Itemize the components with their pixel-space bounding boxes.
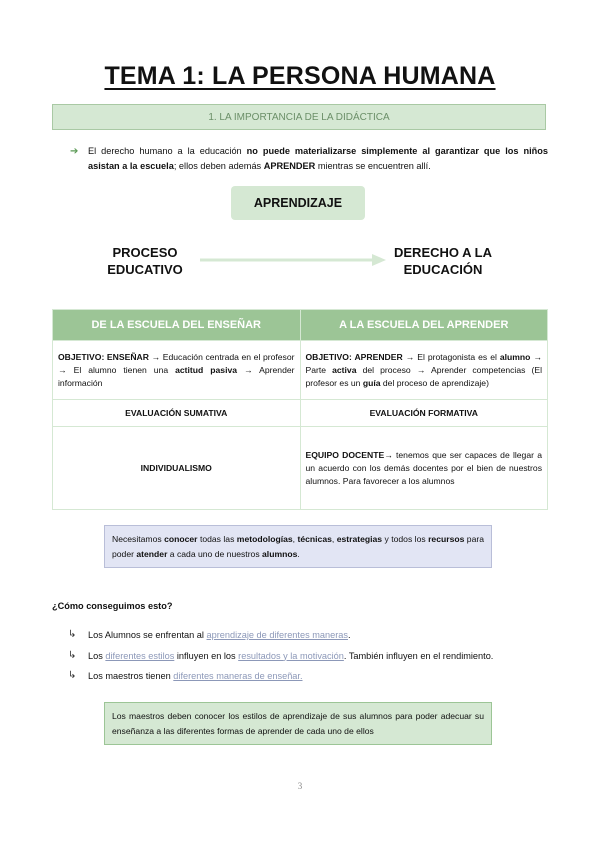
how-list bbox=[68, 627, 548, 689]
note-box-green: Los maestros deben conocer los estilos de aprendizaje de sus alumnos para poder adecuar su enseñanza a las diferentes formas de aprender de cada uno de ellos bbox=[104, 702, 492, 745]
note-box-blue: Necesitamos conocer todas las metodologías, técnicas, estrategias y todos los recursos para poder atender a cada uno de nuestros alumnos. bbox=[104, 525, 492, 568]
table-cell-objetivo-ensenar: OBJETIVO: ENSEÑAR → Educación centrada en el profesor → El alumno tienen una actitud pasiva → Aprender información bbox=[53, 341, 301, 400]
return-arrow-icon: ↳ bbox=[68, 649, 77, 661]
intro-text: El derecho humano a la educación no puede materializarse simplemente al garantizar que los niños asistan a la escuela; ellos deben además APRENDER mientras se encuentren allí. bbox=[88, 146, 548, 171]
table-cell-individualismo: INDIVIDUALISMO bbox=[53, 427, 301, 510]
question-heading: ¿Cómo conseguimos esto? bbox=[52, 601, 173, 611]
comparison-table bbox=[52, 309, 548, 510]
table-cell-equipo-docente: EQUIPO DOCENTE→ tenemos que ser capaces de llegar a un acuerdo con los demás docentes por el bien de nuestros alumnos. Para favorecer a los alumnos bbox=[300, 427, 548, 510]
flow-arrow-icon bbox=[198, 252, 388, 268]
list-item: ↳ Los Alumnos se enfrentan al aprendizaje de diferentes maneras. bbox=[68, 627, 548, 648]
table-header-ensenar: DE LA ESCUELA DEL ENSEÑAR bbox=[53, 310, 301, 341]
link-resultados-motivacion[interactable]: resultados y la motivación bbox=[238, 650, 344, 661]
proceso-educativo-label: PROCESO EDUCATIVO bbox=[107, 245, 183, 277]
table-cell-objetivo-aprender: OBJETIVO: APRENDER → El protagonista es el alumno → Parte activa del proceso → Aprender competencias (El profesor es un guía del proceso de aprendizaje) bbox=[300, 341, 548, 400]
page-title: TEMA 1: LA PERSONA HUMANA bbox=[104, 62, 496, 90]
return-arrow-icon: ↳ bbox=[68, 629, 77, 640]
table-cell-evaluacion-sumativa: EVALUACIÓN SUMATIVA bbox=[53, 400, 301, 427]
list-item: ↳ Los maestros tienen diferentes maneras de enseñar. bbox=[68, 668, 548, 689]
table-header-aprender: A LA ESCUELA DEL APRENDER bbox=[300, 310, 548, 341]
section-heading: 1. LA IMPORTANCIA DE LA DIDÁCTICA bbox=[52, 104, 546, 130]
link-diferentes-estilos[interactable]: diferentes estilos bbox=[105, 650, 175, 661]
arrow-bullet-icon: ➔ bbox=[70, 146, 79, 157]
return-arrow-icon: ↳ bbox=[68, 670, 77, 681]
link-aprendizaje[interactable]: aprendizaje de diferentes maneras bbox=[206, 630, 348, 640]
derecho-educacion-label: DERECHO A LA EDUCACIÓN bbox=[394, 245, 492, 277]
page-number: 3 bbox=[297, 781, 303, 791]
list-item: ↳ Los diferentes estilos influyen en los resultados y la motivación. También influyen en el rendimiento. bbox=[68, 648, 548, 669]
table-cell-evaluacion-formativa: EVALUACIÓN FORMATIVA bbox=[300, 400, 548, 427]
intro-paragraph bbox=[70, 144, 548, 174]
link-maneras-ensenar[interactable]: diferentes maneras de enseñar. bbox=[173, 671, 303, 681]
aprendizaje-box: APRENDIZAJE bbox=[231, 186, 365, 220]
